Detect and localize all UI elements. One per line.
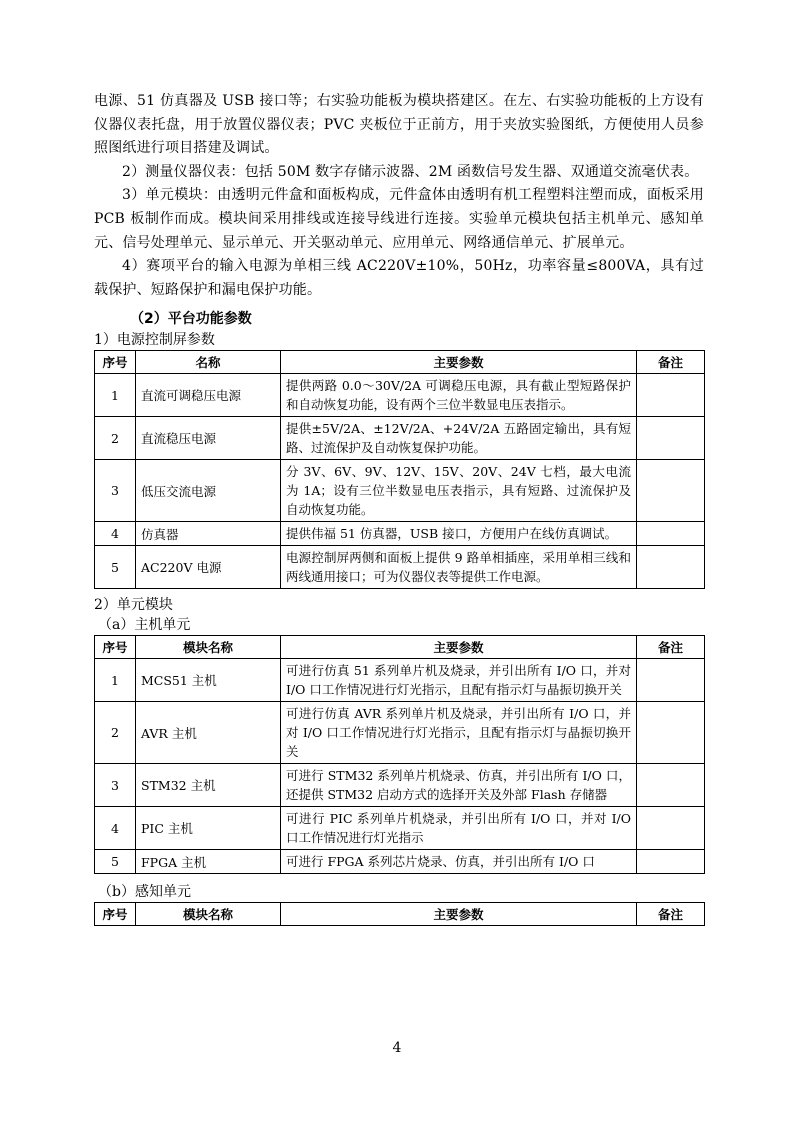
- table-row: [95, 807, 705, 850]
- row-desc: 提供伟福 51 仿真器，USB 接口，方便用户在线仿真调试。: [281, 522, 637, 546]
- row-no: 4: [95, 522, 136, 546]
- row-desc: 提供±5V/2A、±12V/2A、+24V/2A 五路固定输出，具有短路、过流保护及自动恢复保护功能。: [281, 417, 637, 460]
- table-row: [95, 764, 705, 807]
- row-no: 3: [95, 764, 136, 807]
- header-params: 主要参数: [281, 903, 637, 926]
- row-note: [637, 850, 705, 874]
- row-name: 直流可调稳压电源: [136, 374, 281, 417]
- header-no: 序号: [95, 351, 136, 374]
- table-row: [95, 417, 705, 460]
- row-no: 5: [95, 546, 136, 589]
- table2-caption: （a）主机单元: [98, 617, 191, 634]
- host-unit-table: [94, 635, 705, 874]
- row-no: 5: [95, 850, 136, 874]
- row-note: [637, 807, 705, 850]
- row-name: AC220V 电源: [136, 546, 281, 589]
- header-note: 备注: [637, 636, 705, 659]
- table-row: [95, 460, 705, 522]
- row-name: 低压交流电源: [136, 460, 281, 522]
- row-no: 2: [95, 702, 136, 764]
- row-no: 1: [95, 374, 136, 417]
- row-note: [637, 522, 705, 546]
- header-params: 主要参数: [281, 351, 637, 374]
- row-desc: 分 3V、6V、9V、12V、15V、20V、24V 七档，最大电流为 1A；设有三位半数显电压表指示，具有短路、过流保护及自动恢复功能。: [281, 460, 637, 522]
- row-name: PIC 主机: [136, 807, 281, 850]
- paragraph-input-power: 4）赛项平台的输入电源为单相三线 AC220V±10%，50Hz，功率容量≤800VA，具有过载保护、短路保护和漏电保护功能。: [94, 258, 704, 298]
- header-no: 序号: [95, 636, 136, 659]
- table3-caption: （b）感知单元: [98, 884, 191, 901]
- row-note: [637, 659, 705, 702]
- table-row: [95, 546, 705, 589]
- table-row: [95, 702, 705, 764]
- row-name: MCS51 主机: [136, 659, 281, 702]
- row-name: FPGA 主机: [136, 850, 281, 874]
- row-no: 4: [95, 807, 136, 850]
- row-desc: 可进行仿真 AVR 系列单片机及烧录，并引出所有 I/O 口，并对 I/O 口工作情况进行灯光指示，且配有指示灯与晶振切换开关: [281, 702, 637, 764]
- row-name: STM32 主机: [136, 764, 281, 807]
- paragraph-unit-modules: 3）单元模块：由透明元件盒和面板构成，元件盒体由透明有机工程塑料注塑而成，面板采用 PCB 板制作而成。模块间采用排线或连接导线进行连接。实验单元模块包括主机单元、感知单元、信号处理单元、显示单元、开关驱动单元、应用单元、网络通信单元、扩展单元。: [94, 187, 704, 251]
- header-params: 主要参数: [281, 636, 637, 659]
- paragraph-platform-layout: 电源、51 仿真器及 USB 接口等；右实验功能板为模块搭建区。在左、右实验功能板的上方设有仪器仪表托盘，用于放置仪器仪表；PVC 夹板位于正前方，用于夹放实验图纸，方便使用人员参照图纸进行项目搭建及调试。: [94, 93, 704, 157]
- row-note: [637, 546, 705, 589]
- row-note: [637, 702, 705, 764]
- row-desc: 可进行 FPGA 系列芯片烧录、仿真，并引出所有 I/O 口: [281, 850, 637, 874]
- header-note: 备注: [637, 351, 705, 374]
- page-number: 4: [392, 1040, 402, 1056]
- row-desc: 电源控制屏两侧和面板上提供 9 路单相插座，采用单相三线和两线通用接口；可为仪器仪表等提供工作电源。: [281, 546, 637, 589]
- row-name: 仿真器: [136, 522, 281, 546]
- unit-modules-caption: 2）单元模块: [94, 597, 173, 614]
- header-module-name: 模块名称: [136, 903, 281, 926]
- row-no: 3: [95, 460, 136, 522]
- power-control-table: [94, 350, 705, 589]
- header-no: 序号: [95, 903, 136, 926]
- row-note: [637, 764, 705, 807]
- row-note: [637, 417, 705, 460]
- row-note: [637, 374, 705, 417]
- paragraph-instruments: 2）测量仪器仪表：包括 50M 数字存储示波器、2M 函数信号发生器、双通道交流毫伏表。: [122, 163, 699, 180]
- table1-caption: 1）电源控制屏参数: [94, 332, 215, 349]
- header-module-name: 模块名称: [136, 636, 281, 659]
- row-no: 1: [95, 659, 136, 702]
- row-name: AVR 主机: [136, 702, 281, 764]
- table-header-row: [95, 636, 705, 659]
- document-page: [94, 90, 704, 926]
- sensing-unit-table: [94, 902, 705, 926]
- table-row: [95, 850, 705, 874]
- row-desc: 可进行仿真 51 系列单片机及烧录，并引出所有 I/O 口，并对 I/O 口工作情况进行灯光指示，且配有指示灯与晶振切换开关: [281, 659, 637, 702]
- row-desc: 提供两路 0.0～30V/2A 可调稳压电源，具有截止型短路保护和自动恢复功能，设有两个三位半数显电压表指示。: [281, 374, 637, 417]
- row-name: 直流稳压电源: [136, 417, 281, 460]
- header-note: 备注: [637, 903, 705, 926]
- table-row: [95, 659, 705, 702]
- header-name: 名称: [136, 351, 281, 374]
- table-header-row: [95, 903, 705, 926]
- table-row: [95, 374, 705, 417]
- row-desc: 可进行 PIC 系列单片机烧录，并引出所有 I/O 口，并对 I/O 口工作情况进行灯光指示: [281, 807, 637, 850]
- section-title: （2）平台功能参数: [130, 311, 252, 328]
- row-note: [637, 460, 705, 522]
- row-no: 2: [95, 417, 136, 460]
- row-desc: 可进行 STM32 系列单片机烧录、仿真，并引出所有 I/O 口，还提供 STM32 启动方式的选择开关及外部 Flash 存储器: [281, 764, 637, 807]
- table-row: [95, 522, 705, 546]
- table-header-row: [95, 351, 705, 374]
